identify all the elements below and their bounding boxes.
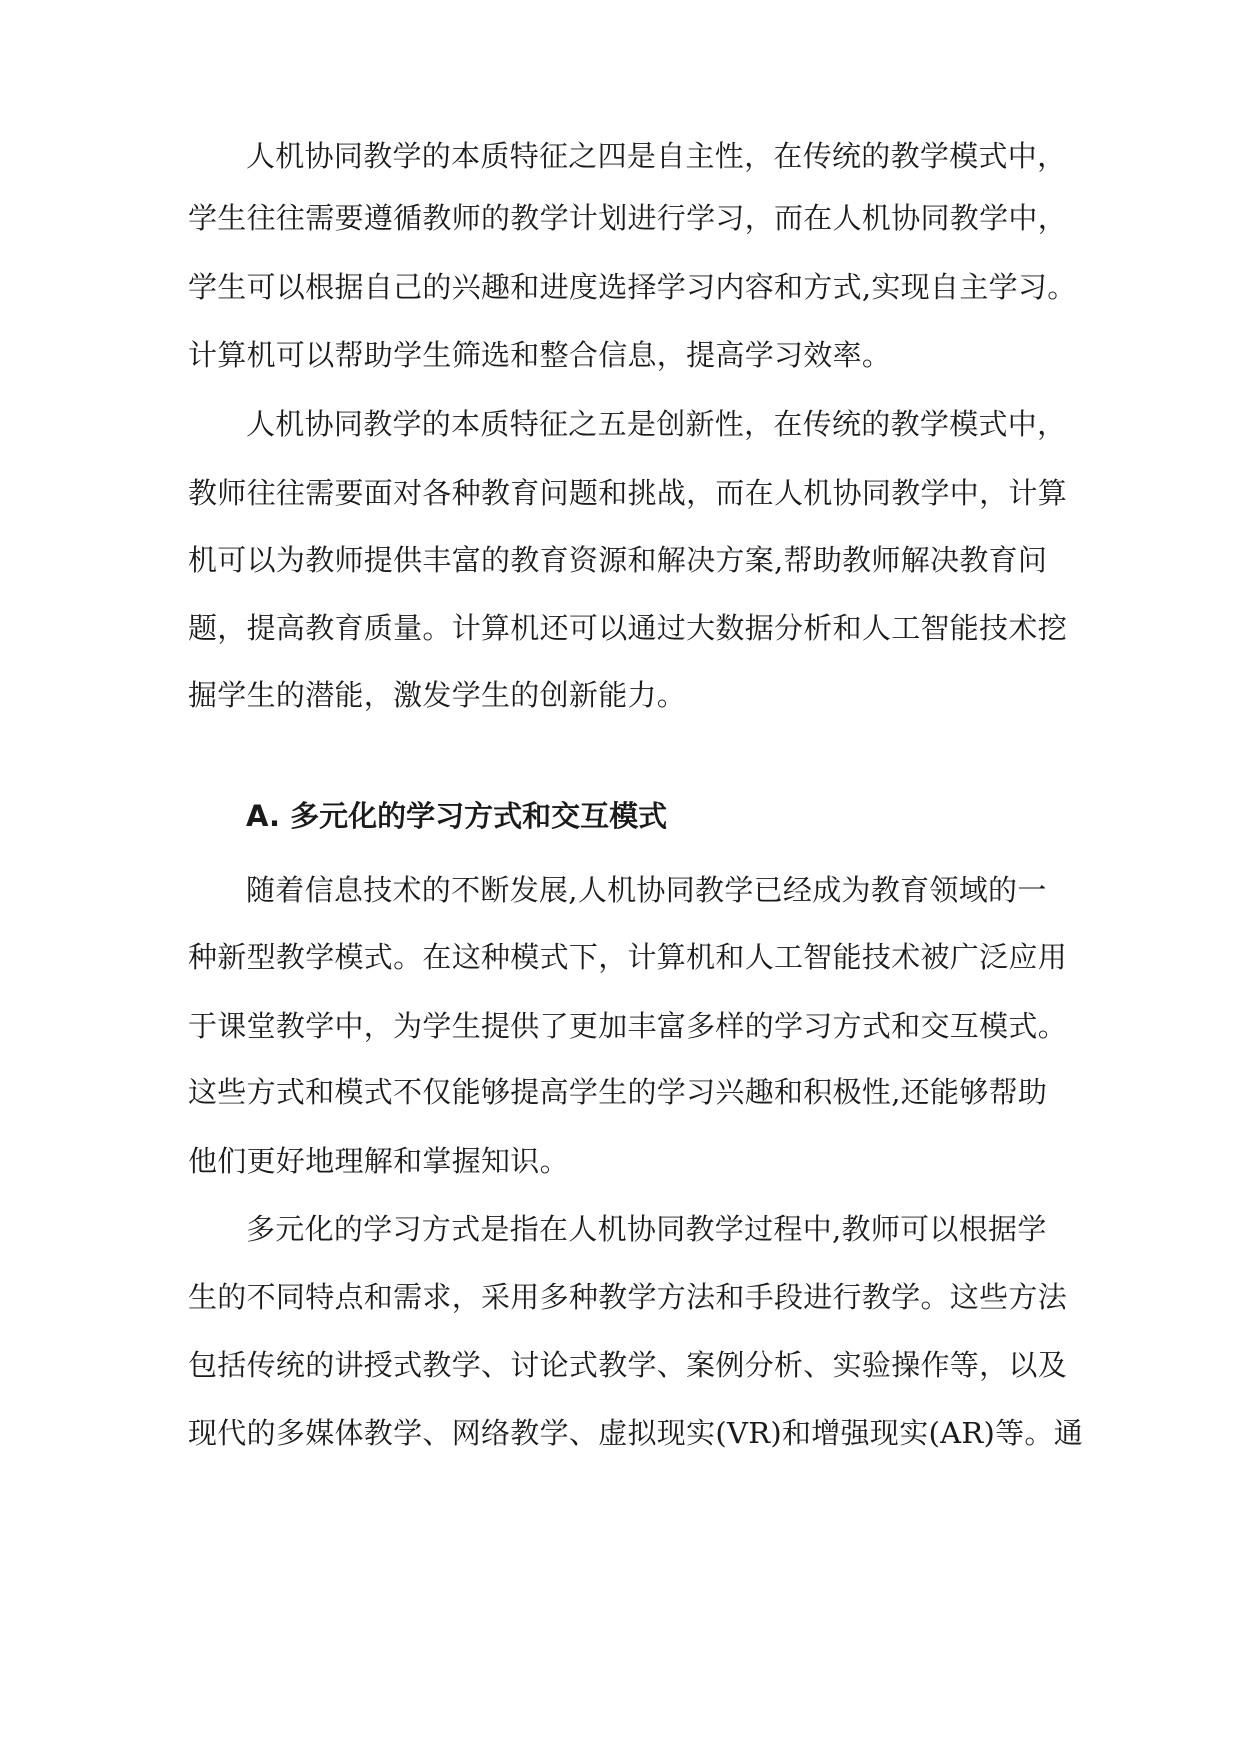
section-paragraph-2-line-3: 包括传统的讲授式教学、讨论式教学、案例分析、实验操作等，以及 [188,1348,1068,1382]
paragraph-2-line-2: 教师往往需要面对各种教育问题和挑战，而在人机协同教学中，计算 [188,476,1068,510]
paragraph-2-line-3: 机可以为教师提供丰富的教育资源和解决方案,帮助教师解决教育问 [188,543,1048,577]
paragraph-1-line-4: 计算机可以帮助学生筛选和整合信息，提高学习效率。 [188,338,892,372]
section-paragraph-2-line-4: 现代的多媒体教学、网络教学、虚拟现实(VR)和增强现实(AR)等。通 [188,1416,1084,1450]
section-paragraph-1-line-3: 于课堂教学中，为学生提供了更加丰富多样的学习方式和交互模式。 [188,1009,1068,1043]
section-paragraph-2-line-1: 多元化的学习方式是指在人机协同教学过程中,教师可以根据学 [246,1212,1047,1246]
section-paragraph-2-line-2: 生的不同特点和需求，采用多种教学方法和手段进行教学。这些方法 [188,1280,1068,1314]
section-paragraph-1-line-5: 他们更好地理解和掌握知识。 [188,1144,569,1178]
paragraph-1-line-1: 人机协同教学的本质特征之四是自主性，在传统的教学模式中， [246,139,1067,173]
section-paragraph-1-line-4: 这些方式和模式不仅能够提高学生的学习兴趣和积极性,还能够帮助 [188,1075,1048,1109]
paragraph-2-line-5: 掘学生的潜能，激发学生的创新能力。 [188,678,687,712]
paragraph-2-line-1: 人机协同教学的本质特征之五是创新性，在传统的教学模式中， [246,407,1067,441]
paragraph-2-line-4: 题，提高教育质量。计算机还可以通过大数据分析和人工智能技术挖 [188,611,1068,645]
paragraph-1-line-2: 学生往往需要遵循教师的教学计划进行学习，而在人机协同教学中， [188,201,1068,235]
paragraph-1-line-3: 学生可以根据自己的兴趣和进度选择学习内容和方式,实现自主学习。 [188,270,1077,304]
section-paragraph-1-line-1: 随着信息技术的不断发展,人机协同教学已经成为教育领域的一 [246,873,1047,907]
section-paragraph-1-line-2: 种新型教学模式。在这种模式下，计算机和人工智能技术被广泛应用 [188,940,1068,974]
section-heading: A. 多元化的学习方式和交互模式 [246,799,668,833]
